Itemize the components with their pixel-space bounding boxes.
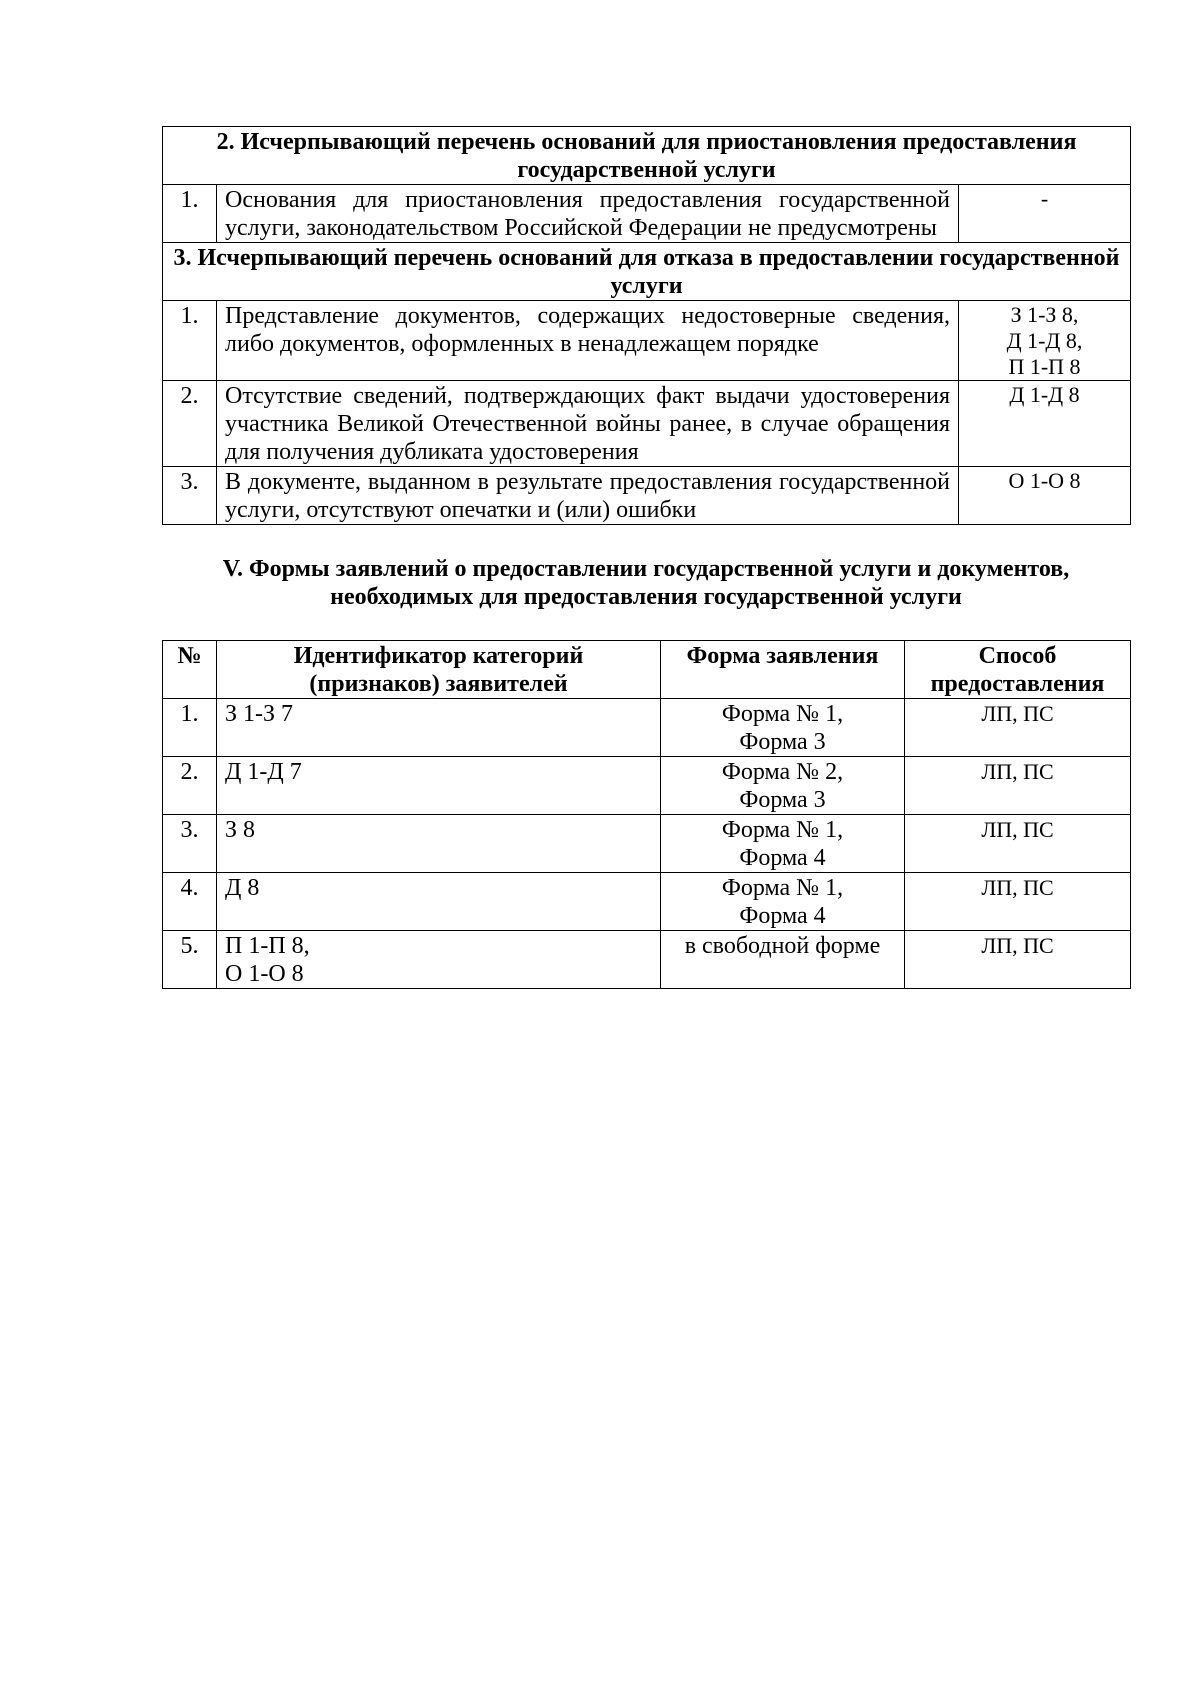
row-number: 2. [163, 381, 217, 467]
ground-text: Отсутствие сведений, подтверждающих факт выдачи удостоверения участника Великой Отечественной войны ранее, в случае обращения для получения дубликата удостоверения [217, 381, 959, 467]
code-line: Д 1-Д 8 [1009, 382, 1080, 407]
category-cell [217, 757, 661, 815]
method-cell: ЛП, ПС [905, 815, 1131, 873]
ground-text: Основания для приостановления предоставления государственной услуги, законодательством Российской Федерации не предусмотрены [217, 185, 959, 243]
form-line: Форма № 1, [721, 875, 844, 901]
category-line: П 1-П 8, [225, 933, 310, 959]
table-row [163, 931, 1131, 989]
row-number: 1. [163, 301, 217, 381]
category-line: О 1-О 8 [225, 961, 304, 987]
category-cell [217, 815, 661, 873]
code-line: З 1-З 8, [1010, 302, 1079, 327]
section-3-header-row [163, 243, 1131, 301]
row-number: 3. [163, 467, 217, 525]
table-row [163, 467, 1131, 525]
header-method [905, 641, 1131, 699]
form-cell [661, 873, 905, 931]
code-line: - [1040, 186, 1049, 211]
method-cell: ЛП, ПС [905, 931, 1131, 989]
applicant-codes [959, 467, 1131, 525]
form-line: Форма 4 [739, 903, 826, 929]
table-header-row [163, 641, 1131, 699]
header-category [217, 641, 661, 699]
row-number: 1. [163, 185, 217, 243]
code-line: П 1-П 8 [1008, 354, 1081, 379]
category-line: Д 8 [225, 875, 260, 901]
section-2-header-row [163, 127, 1131, 185]
form-line: Форма 4 [739, 845, 826, 871]
code-line: Д 1-Д 8, [1006, 328, 1083, 353]
header-method-line: Способ [978, 643, 1057, 669]
table-row [163, 757, 1131, 815]
applicant-codes [959, 381, 1131, 467]
table-row [163, 301, 1131, 381]
header-number: № [163, 641, 217, 699]
form-line: Форма 3 [739, 787, 826, 813]
category-line: Д 1-Д 7 [225, 759, 302, 785]
row-number: 1. [163, 699, 217, 757]
category-cell [217, 873, 661, 931]
code-line: О 1-О 8 [1008, 468, 1081, 493]
section-5-title [162, 555, 1130, 611]
section-2-title: 2. Исчерпывающий перечень оснований для приостановления предоставления государственной услуги [163, 127, 1131, 185]
form-line: в свободной форме [684, 933, 881, 959]
table-row [163, 873, 1131, 931]
row-number: 2. [163, 757, 217, 815]
table-row [163, 185, 1131, 243]
grounds-table [162, 126, 1131, 525]
table-row [163, 815, 1131, 873]
header-form: Форма заявления [661, 641, 905, 699]
form-cell [661, 699, 905, 757]
section-5-title-line: необходимых для предоставления государственной услуги [330, 584, 962, 610]
category-line: З 8 [225, 817, 256, 843]
category-cell [217, 931, 661, 989]
header-category-line: Идентификатор категорий [293, 643, 584, 669]
row-number: 5. [163, 931, 217, 989]
category-cell [217, 699, 661, 757]
method-cell: ЛП, ПС [905, 873, 1131, 931]
section-3-title: 3. Исчерпывающий перечень оснований для отказа в предоставлении государственной услуги [163, 243, 1131, 301]
header-method-line: предоставления [930, 671, 1105, 697]
category-line: З 1-З 7 [225, 701, 294, 727]
header-category-line: (признаков) заявителей [309, 671, 568, 697]
form-cell [661, 815, 905, 873]
table-row [163, 381, 1131, 467]
method-cell: ЛП, ПС [905, 699, 1131, 757]
form-cell [661, 757, 905, 815]
row-number: 3. [163, 815, 217, 873]
method-cell: ЛП, ПС [905, 757, 1131, 815]
ground-text: В документе, выданном в результате предоставления государственной услуги, отсутствуют опечатки и (или) ошибки [217, 467, 959, 525]
form-line: Форма 3 [739, 729, 826, 755]
section-5-title-line: V. Формы заявлений о предоставлении государственной услуги и документов, [222, 556, 1070, 582]
table-row [163, 699, 1131, 757]
form-cell [661, 931, 905, 989]
document-page [162, 126, 1130, 989]
form-line: Форма № 1, [721, 817, 844, 843]
applicant-codes [959, 185, 1131, 243]
form-line: Форма № 1, [721, 701, 844, 727]
form-line: Форма № 2, [721, 759, 844, 785]
applicant-codes [959, 301, 1131, 381]
row-number: 4. [163, 873, 217, 931]
ground-text: Представление документов, содержащих недостоверные сведения, либо документов, оформленных в ненадлежащем порядке [217, 301, 959, 381]
application-forms-table [162, 640, 1131, 989]
